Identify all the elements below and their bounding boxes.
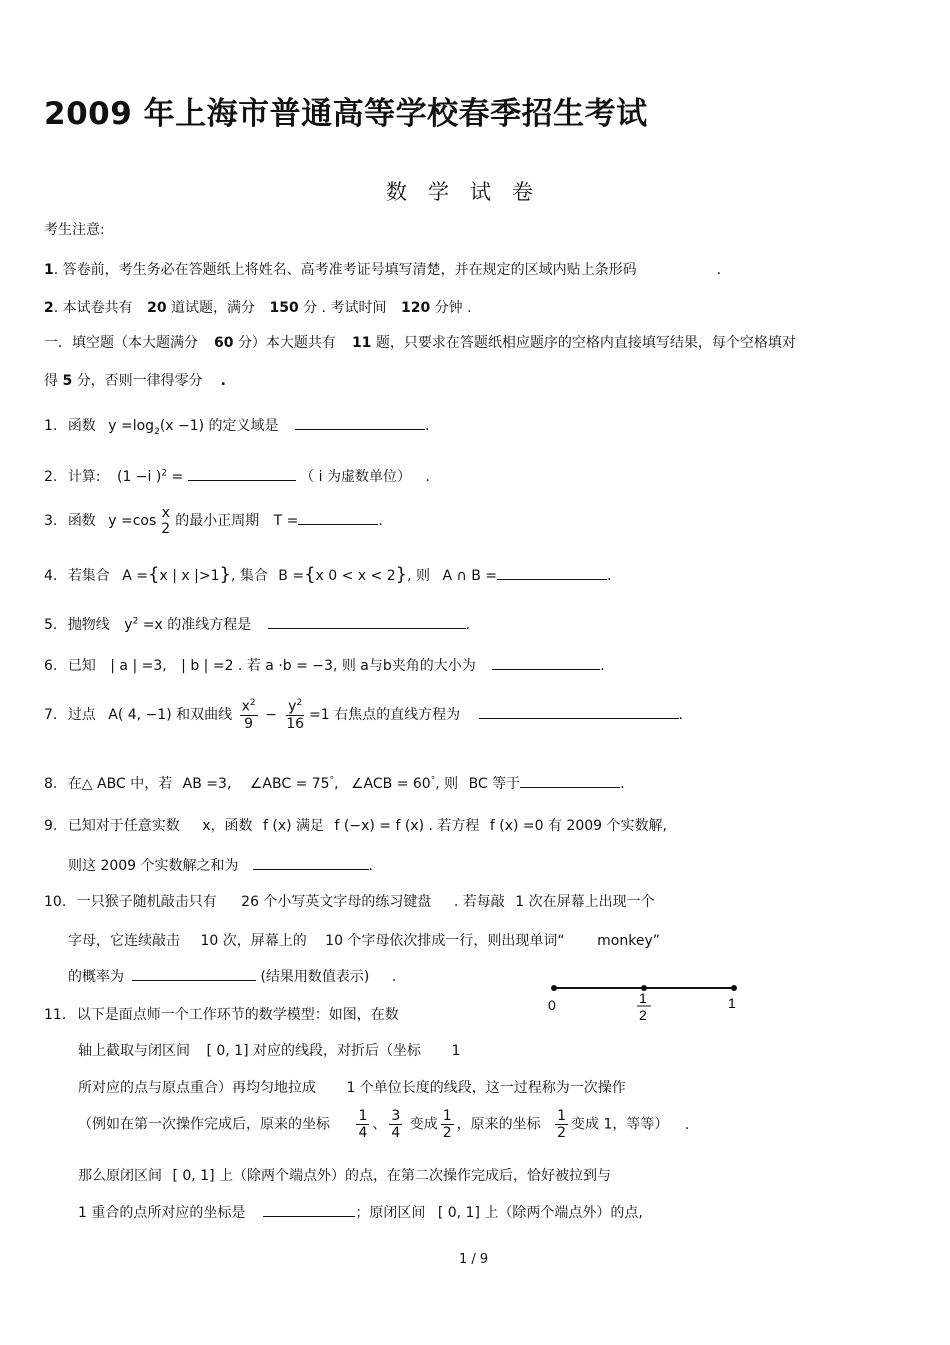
label-0: 0 xyxy=(548,997,556,1013)
answer-blank[interactable] xyxy=(188,466,296,481)
question-8: 8. 在△ ABC 中，若 AB =3, ∠ABC = 75°, ∠ACB = 60°, 则 BC 等于 . xyxy=(44,773,625,793)
question-9-line2: 则这 2009 个实数解之和为 . xyxy=(68,855,373,875)
answer-blank[interactable] xyxy=(263,1202,355,1217)
question-10-line2: 字母，它连续敲击 10 次，屏幕上的 10 个字母依次排成一行，则出现单词“ monkey” xyxy=(68,933,660,949)
point-0 xyxy=(551,985,557,991)
question-11-line2: 轴上截取与闭区间 [ 0, 1] 对应的线段，对折后（坐标 1 xyxy=(78,1043,461,1059)
point-1 xyxy=(731,985,737,991)
answer-blank[interactable] xyxy=(268,614,466,629)
question-2: 2. 计算: (1 −i )$^2$ = （ i 为虚数单位） . xyxy=(44,466,430,486)
question-10-line3: 的概率为 (结果用数值表示) . xyxy=(68,966,396,986)
answer-blank[interactable] xyxy=(479,704,679,719)
answer-blank[interactable] xyxy=(497,565,607,580)
notice-item-1: 1. 答卷前，考生务必在答题纸上将姓名、高考准考证号填写清楚，并在规定的区域内贴上条形码 . xyxy=(44,262,722,278)
question-6: 6. 已知 | a | =3, | b | =2 . 若 a ·b = −3, 则 a与b夹角的大小为 . xyxy=(44,655,605,675)
question-5: 5. 抛物线 $y^2 =x$ 的准线方程是 . xyxy=(44,614,470,634)
answer-blank[interactable] xyxy=(492,655,600,670)
question-11-line3: 所对应的点与原点重合）再均匀地拉成 1 个单位长度的线段，这一过程称为一次操作 xyxy=(78,1080,626,1096)
question-9: 9. 已知对于任意实数 x，函数 f (x) 满足 f (−x) = f (x) . 若方程 f (x) =0 有 2009 个实数解, xyxy=(44,818,667,834)
question-3: 3. 函数 y =cos x 2 的最小正周期 T = . xyxy=(44,505,383,538)
number-line-figure xyxy=(540,978,750,1026)
label-half-den: 2 xyxy=(639,1007,647,1023)
notice-heading: 考生注意: xyxy=(44,222,105,238)
label-1: 1 xyxy=(728,995,736,1011)
answer-blank[interactable] xyxy=(132,966,256,981)
question-11-line6: 1 重合的点所对应的坐标是 ；原闭区间 [ 0, 1] 上（除两个端点外）的点, xyxy=(78,1202,643,1222)
question-11-line5: 那么原闭区间 [ 0, 1] 上（除两个端点外）的点，在第二次操作完成后，恰好被拉到与 xyxy=(78,1168,611,1184)
section-1-intro-line2: 得 5 分，否则一律得零分 . xyxy=(44,373,226,389)
question-4: 4. 若集合 A ={x | x |>1}, 集合 B ={x 0 < x < 2}, 则 A ∩ B = . xyxy=(44,564,612,585)
notice-item-2: 2. 本试卷共有 20 道试题，满分 150 分 . 考试时间 120 分钟 . xyxy=(44,300,472,316)
question-11-line4: （例如在第一次操作完成后，原来的坐标 $\frac{1}{4}$ 、 $\frac{3}{4}$ 变成 $\frac{1}{2}$ ，原来的坐标 $\frac{1}{2}$ 变成 1，等等） . xyxy=(78,1108,690,1142)
page-number: 1 / 9 xyxy=(459,1252,489,1267)
answer-blank[interactable] xyxy=(253,855,369,870)
page-title: 2009 年上海市普通高等学校春季招生考试 xyxy=(44,96,648,132)
question-7: 7. 过点 A( 4, −1) 和双曲线 $\frac{x^2}{9}$ − $\frac{y^2}{16}$ =1 右焦点的直线方程为 . xyxy=(44,698,684,732)
section-1-intro-line1: 一．填空题（本大题满分 60 分）本大题共有 11 题，只要求在答题纸相应题序的空格内直接填写结果，每个空格填对 xyxy=(44,335,796,351)
question-10: 10. 一只猴子随机敲击只有 26 个小写英文字母的练习键盘 . 若每敲 1 次在屏幕上出现一个 xyxy=(44,894,655,910)
question-11: 11. 以下是面点师一个工作环节的数学模型：如图，在数 xyxy=(44,1007,399,1023)
label-half-num: 1 xyxy=(639,990,647,1006)
answer-blank[interactable] xyxy=(520,773,620,788)
answer-blank[interactable] xyxy=(298,510,378,525)
question-1: 1. 函数 $y =\log_2(x -1)$ 的定义域是 . xyxy=(44,415,429,437)
paper-subtitle: 数学试卷 xyxy=(386,180,554,204)
answer-blank[interactable] xyxy=(295,415,425,430)
